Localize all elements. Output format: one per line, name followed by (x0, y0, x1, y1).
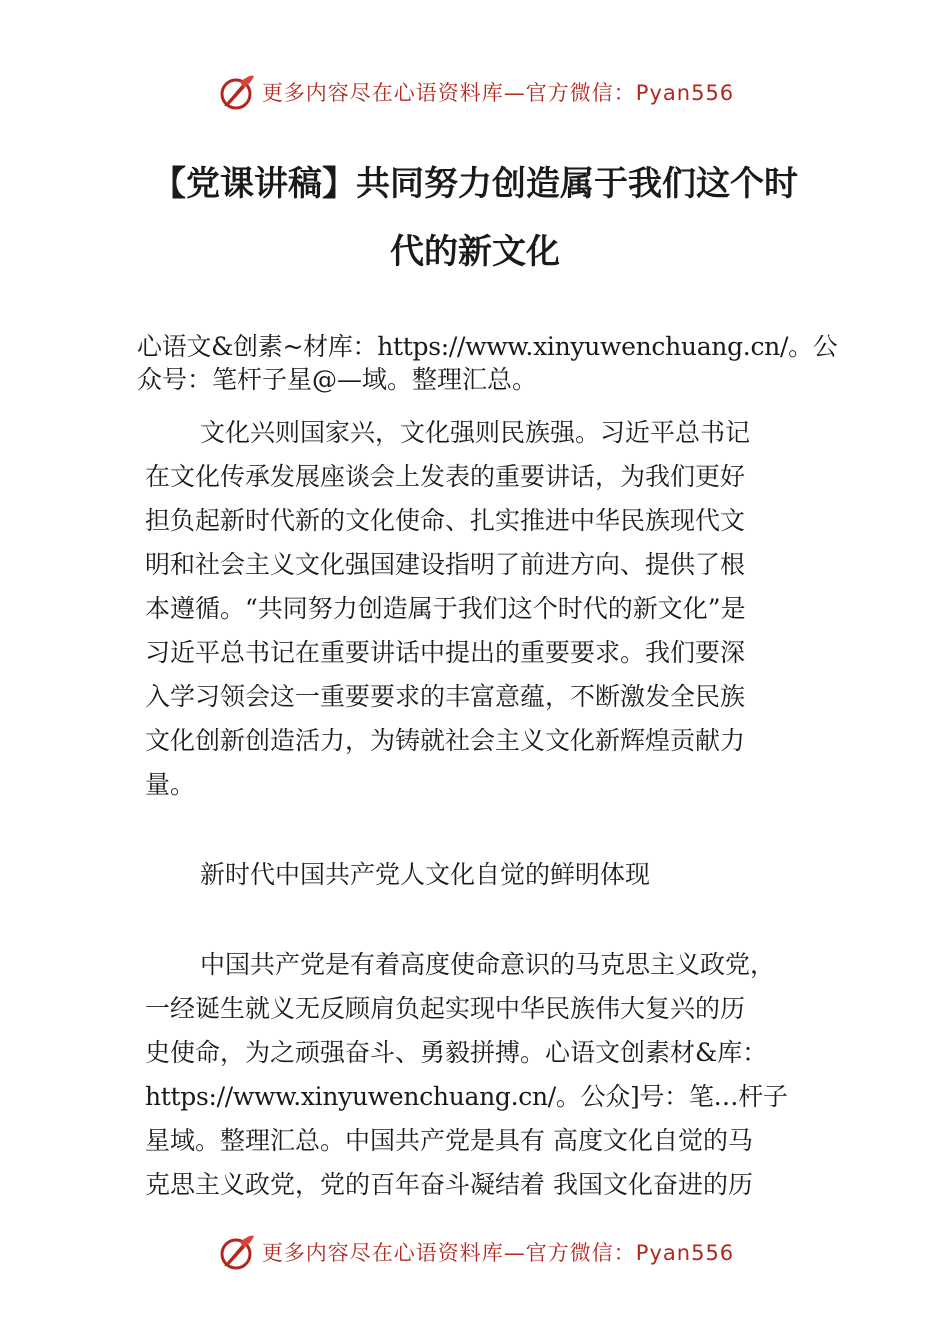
paragraph-1-line: 文化兴则国家兴，文化强则民族强。习近平总书记 (200, 418, 751, 447)
paragraph-2-line: 星域。整理汇总。中国共产党是具有 高度文化自觉的马 (145, 1126, 753, 1155)
title-line-2: 代的新文化 (390, 232, 560, 272)
paragraph-1-line: 入学习领会这一重要要求的丰富意蕴，不断激发全民族 (145, 682, 746, 711)
header-banner-text: 更多内容尽在心语资料库—官方微信：Pyan556 (261, 81, 735, 105)
paragraph-2-line: 一经诞生就义无反顾肩负起实现中华民族伟大复兴的历 (145, 994, 746, 1023)
paragraph-2-line: 史使命，为之顽强奋斗、勇毅拼搏。心语文创素材&库： (145, 1038, 768, 1067)
page-title (60, 150, 890, 286)
footer-banner-text: 更多内容尽在心语资料库—官方微信：Pyan556 (261, 1241, 735, 1265)
title-line-1: 【党课讲稿】共同努力创造属于我们这个时 (152, 164, 798, 204)
paragraph-1-line: 明和社会主义文化强国建设指明了前进方向、提供了根 (145, 550, 746, 579)
paragraph-1-line: 在文化传承发展座谈会上发表的重要讲话，为我们更好 (145, 462, 746, 491)
paragraph-1-line: 量。 (145, 770, 196, 799)
paragraph-2-line: 克思主义政党，党的百年奋斗凝结着 我国文化奋进的历 (145, 1170, 753, 1199)
footer-banner (0, 1230, 950, 1274)
paragraph-1-line: 担负起新时代新的文化使命、扎实推进中华民族现代文 (145, 506, 746, 535)
paragraph-2-line: https://www.xinyuwenchuang.cn/。公众]号：笔…杆子 (145, 1082, 788, 1111)
source-note-line-2: 众号：笔杆子星@—域。整理汇总。 (137, 365, 538, 394)
paragraph-1-line: 习近平总书记在重要讲话中提出的重要要求。我们要深 (145, 638, 746, 667)
paragraph-2-line: 中国共产党是有着高度使命意识的马克思主义政党， (200, 950, 776, 979)
quill-logo-icon (216, 72, 256, 112)
source-note-line-1: 心语文&创素~材库：https://www.xinyuwenchuang.cn/。公 (137, 332, 838, 361)
section-subheading: 新时代中国共产党人文化自觉的鲜明体现 (200, 860, 651, 889)
paragraph-1-line: 本遵循。“共同努力创造属于我们这个时代的新文化”是 (145, 594, 746, 623)
quill-logo-icon (216, 1232, 256, 1272)
header-banner (0, 70, 950, 114)
paragraph-1-line: 文化创新创造活力，为铸就社会主义文化新辉煌贡献力 (145, 726, 746, 755)
